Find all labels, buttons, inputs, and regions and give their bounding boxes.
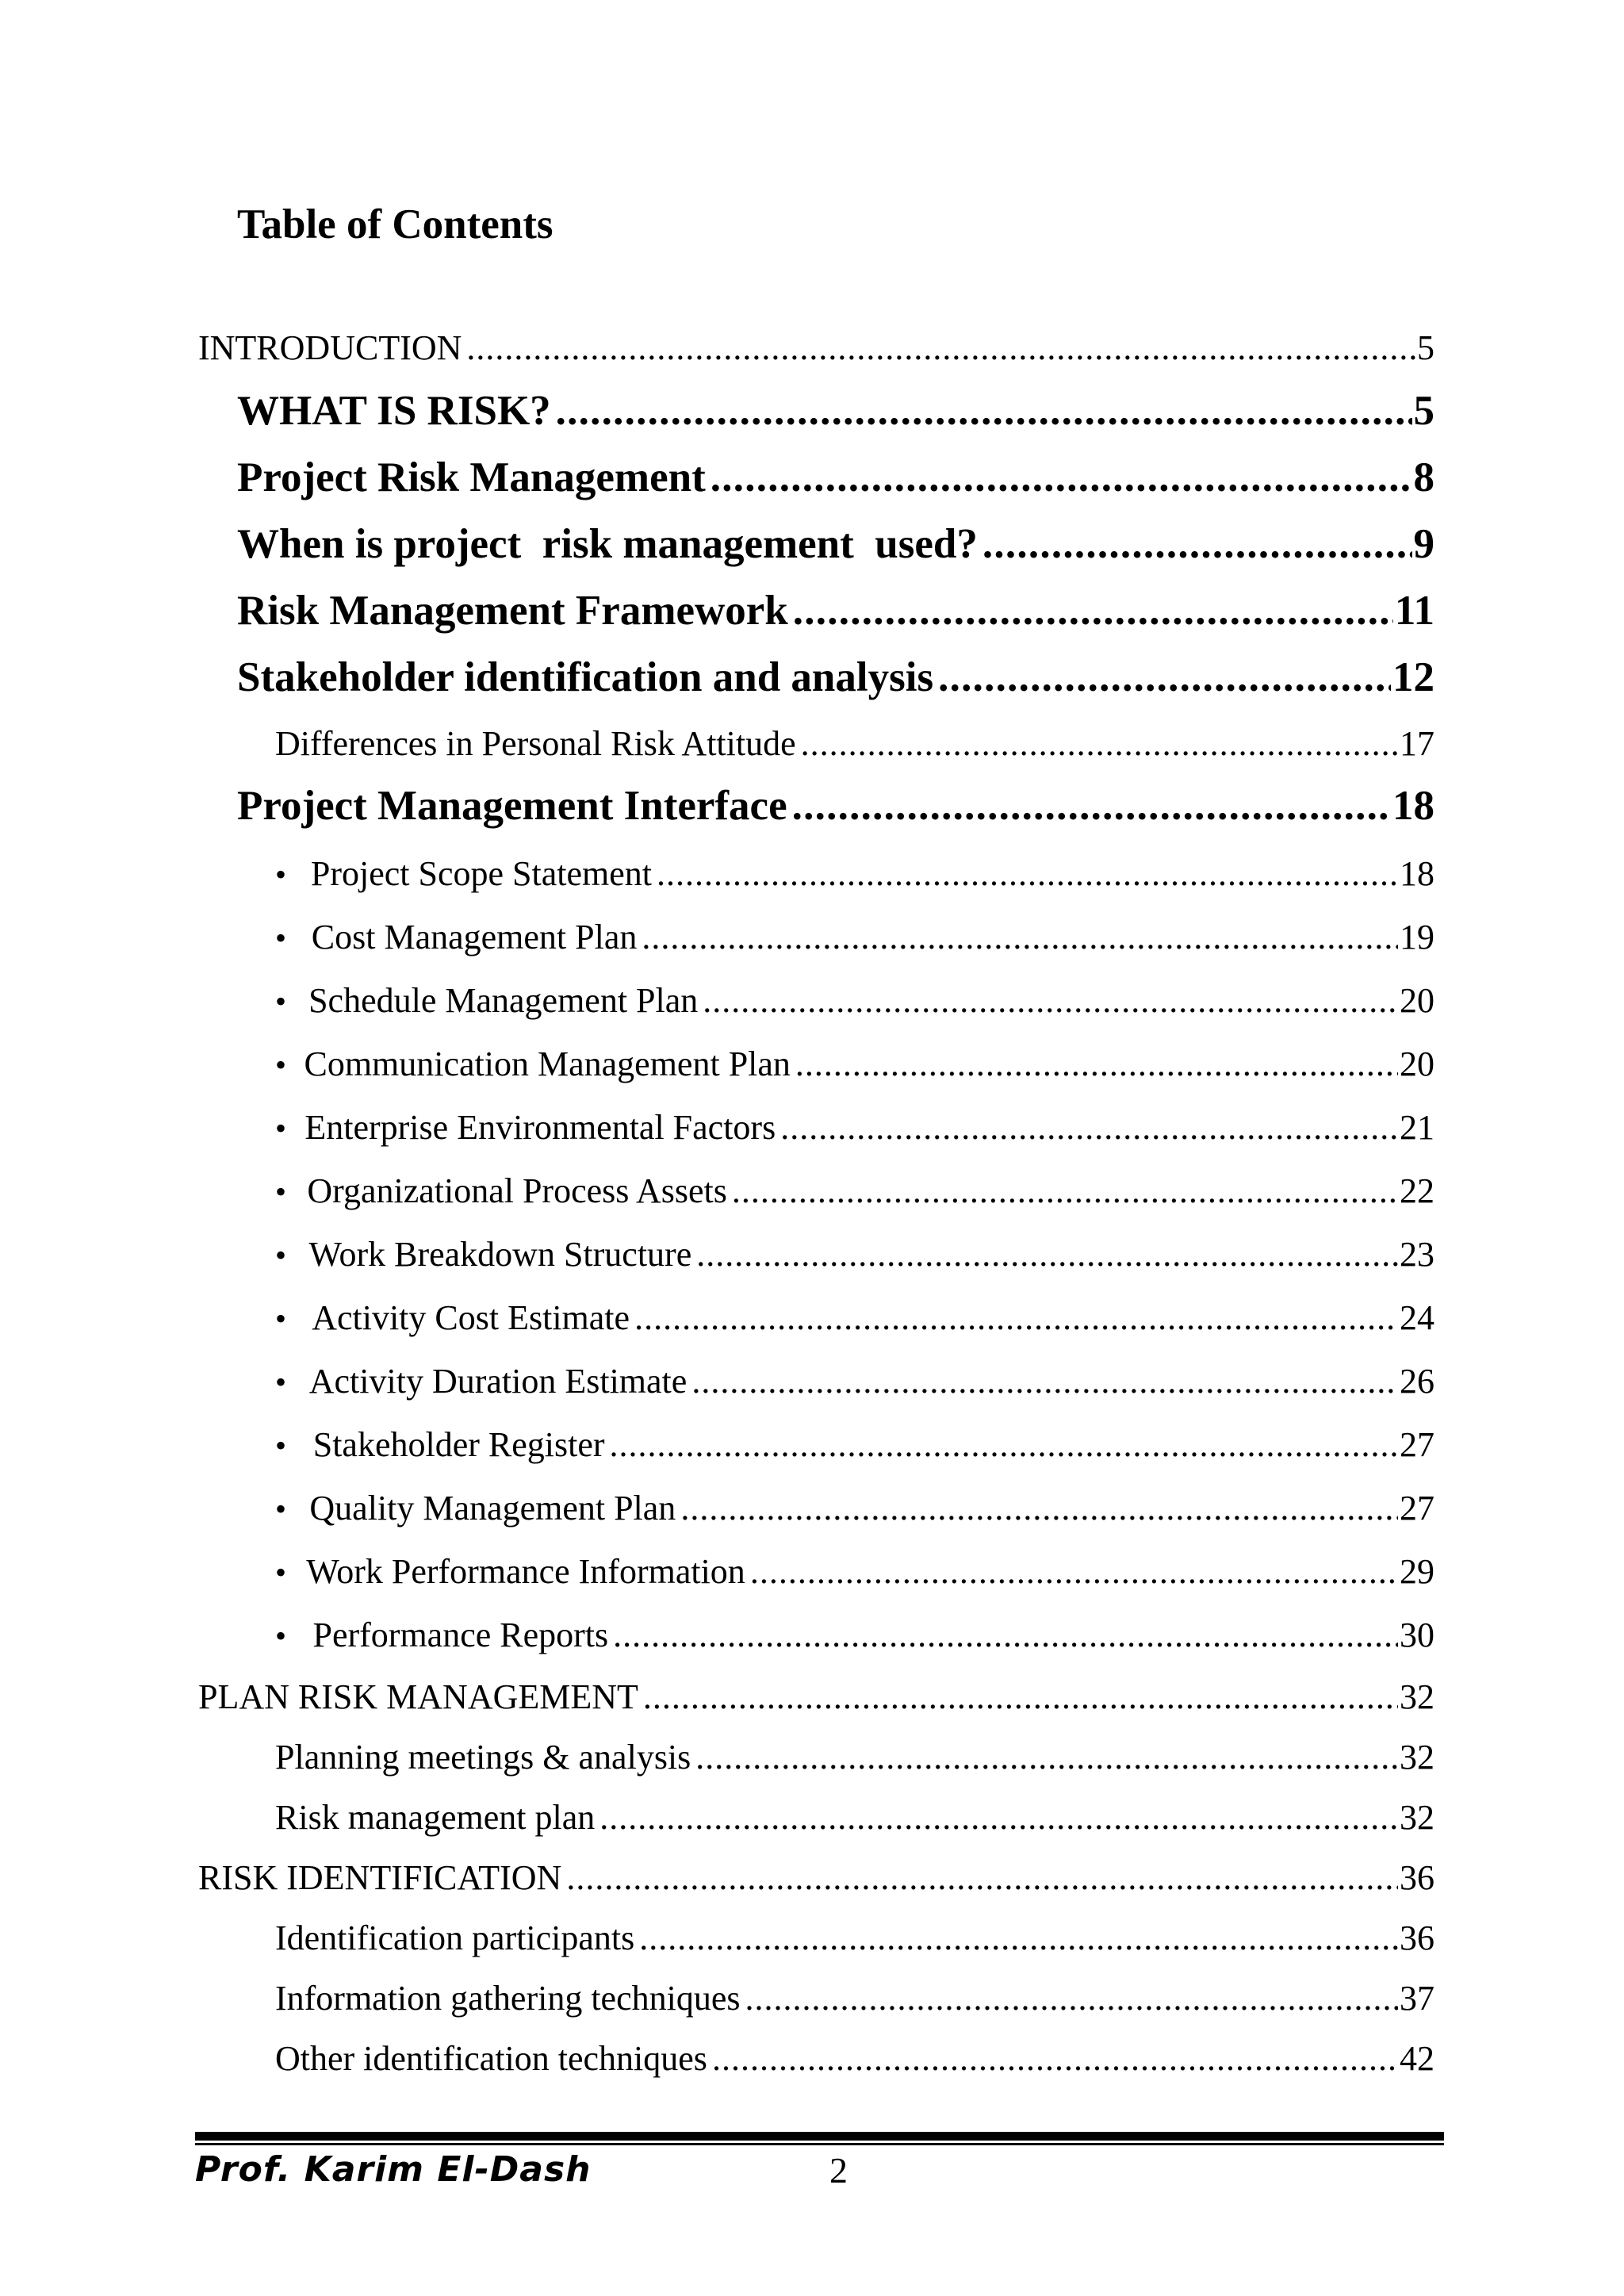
dot-leader [938,654,1391,701]
bullet-icon: • [275,1491,287,1527]
toc-entry-label: Enterprise Environmental Factors [304,1108,776,1147]
dot-leader [657,853,1398,894]
dot-leader [639,1918,1398,1958]
toc-entry-page: 30 [1400,1616,1434,1654]
toc-entry-page: 5 [1417,328,1434,367]
dot-leader [710,454,1412,501]
toc-entry-risk-management-plan[interactable] [275,1797,1434,1838]
toc-entry-label: Project Management Interface [237,783,787,829]
dot-leader [732,1171,1398,1211]
toc-entry-page: 18 [1400,854,1434,893]
toc-entry-introduction[interactable] [198,328,1434,368]
toc-entry-page: 20 [1400,1045,1434,1083]
bullet-icon: • [275,920,287,956]
bullet-icon: • [275,857,287,892]
page-title: Table of Contents [237,201,553,247]
toc-entry-page: 36 [1400,1858,1434,1897]
dot-leader [982,520,1412,568]
dot-leader [801,723,1398,764]
toc-entry-performance-reports[interactable] [275,1615,1434,1655]
toc-entry-label: Activity Duration Estimate [308,1362,688,1401]
toc-entry-page: 32 [1400,1738,1434,1777]
toc-entry-label: Stakeholder Register [312,1425,605,1464]
toc-entry-other-identification-techniques[interactable] [275,2038,1434,2079]
toc-entry-plan-risk-management[interactable] [198,1677,1434,1717]
bullet-icon: • [275,983,287,1019]
toc-entry-quality-management-plan[interactable] [275,1488,1434,1528]
toc-entry-page: 19 [1400,918,1434,956]
toc-entry-label: Organizational Process Assets [307,1171,727,1210]
toc-entry-label: Risk management plan [275,1798,596,1837]
toc-entry-label: Project Scope Statement [310,854,652,893]
toc-entry-activity-duration-estimate[interactable] [275,1361,1434,1401]
dot-leader [695,1737,1398,1777]
toc-entry-label: Risk Management Framework [237,588,788,634]
toc-entry-label: Stakeholder identification and analysis [237,654,934,700]
toc-entry-label: Work Breakdown Structure [308,1235,692,1274]
toc-entry-page: 32 [1400,1798,1434,1837]
toc-entry-page: 17 [1400,724,1434,763]
dot-leader [696,1234,1398,1274]
toc-entry-label: INTRODUCTION [198,328,462,367]
toc-entry-page: 12 [1392,654,1434,700]
footer-rule-thick [195,2132,1444,2141]
toc-entry-label: Differences in Personal Risk Attitude [275,724,796,763]
toc-entry-label: Communication Management Plan [304,1045,791,1083]
dot-leader [642,917,1398,957]
dot-leader [680,1488,1398,1528]
bullet-icon: • [275,1301,287,1336]
bullet-icon: • [275,1428,287,1463]
toc-entry-project-risk-management[interactable] [237,454,1434,501]
toc-entry-page: 11 [1394,588,1434,634]
toc-entry-page: 32 [1400,1677,1434,1716]
toc-entry-label: Other identification techniques [275,2039,707,2078]
toc-entry-label: Activity Cost Estimate [312,1298,630,1337]
bullet-icon: • [275,1364,287,1400]
toc-entry-organizational-process-assets[interactable] [275,1171,1434,1211]
dot-leader [556,387,1412,435]
toc-entry-page: 42 [1400,2039,1434,2078]
toc-entry-label: Project Risk Management [237,454,706,500]
toc-entry-page: 29 [1400,1552,1434,1591]
toc-entry-identification-participants[interactable] [275,1918,1434,1958]
toc-entry-schedule-management-plan[interactable] [275,980,1434,1021]
dot-leader [750,1551,1398,1592]
toc-entry-stakeholder-register[interactable] [275,1424,1434,1465]
bullet-icon: • [275,1554,287,1590]
toc-entry-label: When is project risk management used? [237,521,978,567]
toc-entry-page: 37 [1400,1979,1434,2018]
toc-entry-page: 27 [1400,1489,1434,1527]
toc-entry-risk-identification[interactable] [198,1857,1434,1898]
toc-entry-page: 22 [1400,1171,1434,1210]
bullet-icon: • [275,1174,287,1209]
dot-leader [712,2038,1398,2079]
toc-entry-page: 24 [1400,1298,1434,1337]
toc-entry-communication-management-plan[interactable] [275,1044,1434,1084]
toc-entry-label: Cost Management Plan [311,918,638,956]
toc-entry-work-breakdown-structure[interactable] [275,1234,1434,1274]
bullet-icon: • [275,1237,287,1273]
dot-leader [795,1044,1398,1084]
toc-entry-information-gathering-techniques[interactable] [275,1978,1434,2018]
toc-entry-cost-management-plan[interactable] [275,917,1434,957]
toc-entry-label: Planning meetings & analysis [275,1738,691,1777]
dot-leader [793,587,1393,634]
toc-entry-label: PLAN RISK MANAGEMENT [198,1677,638,1716]
footer-author: Prof. Karim El-Dash [195,2149,592,2190]
toc-entry-project-management-interface[interactable] [237,782,1434,830]
toc-entry-page: 20 [1400,981,1434,1020]
toc-entry-page: 9 [1413,521,1434,567]
dot-leader [745,1978,1398,2018]
toc-entry-page: 36 [1400,1918,1434,1957]
toc-entry-page: 18 [1392,783,1434,829]
toc-entry-what-is-risk[interactable] [237,387,1434,435]
footer-rule-thin [195,2143,1444,2145]
toc-entry-personal-risk-attitude[interactable] [275,723,1434,764]
dot-leader [634,1297,1398,1338]
bullet-icon: • [275,1047,287,1083]
footer-page-number: 2 [829,2150,848,2191]
toc-entry-page: 21 [1400,1108,1434,1147]
toc-entry-label: Work Performance Information [306,1552,745,1591]
toc-entry-when-is-risk-management-used[interactable] [237,520,1434,568]
toc-entry-stakeholder-identification[interactable] [237,654,1434,701]
toc-entry-project-scope-statement[interactable] [275,853,1434,894]
toc-entry-page: 5 [1413,388,1434,434]
toc-entry-label: Schedule Management Plan [308,981,699,1020]
toc-entry-page: 27 [1400,1425,1434,1464]
dot-leader [780,1107,1398,1148]
toc-entry-page: 26 [1400,1362,1434,1401]
toc-entry-work-performance-information[interactable] [275,1551,1434,1592]
toc-entry-enterprise-environmental-factors[interactable] [275,1107,1434,1148]
toc-entry-label: Information gathering techniques [275,1979,741,2018]
toc-entry-label: Performance Reports [312,1616,609,1654]
dot-leader [566,1857,1398,1898]
dot-leader [643,1677,1398,1717]
dot-leader [466,328,1415,368]
dot-leader [613,1615,1398,1655]
toc-entry-label: RISK IDENTIFICATION [198,1858,562,1897]
toc-entry-page: 23 [1400,1235,1434,1274]
toc-entry-label: WHAT IS RISK? [237,388,551,434]
toc-entry-label: Identification participants [275,1918,635,1957]
dot-leader [610,1424,1398,1465]
bullet-icon: • [275,1618,287,1654]
dot-leader [599,1797,1398,1838]
toc-entry-page: 8 [1413,454,1434,500]
dot-leader [703,980,1398,1021]
toc-entry-activity-cost-estimate[interactable] [275,1297,1434,1338]
bullet-icon: • [275,1110,287,1146]
toc-entry-planning-meetings[interactable] [275,1737,1434,1777]
dot-leader [691,1361,1398,1401]
dot-leader [792,782,1391,830]
toc-entry-risk-management-framework[interactable] [237,587,1434,634]
toc-entry-label: Quality Management Plan [309,1489,676,1527]
